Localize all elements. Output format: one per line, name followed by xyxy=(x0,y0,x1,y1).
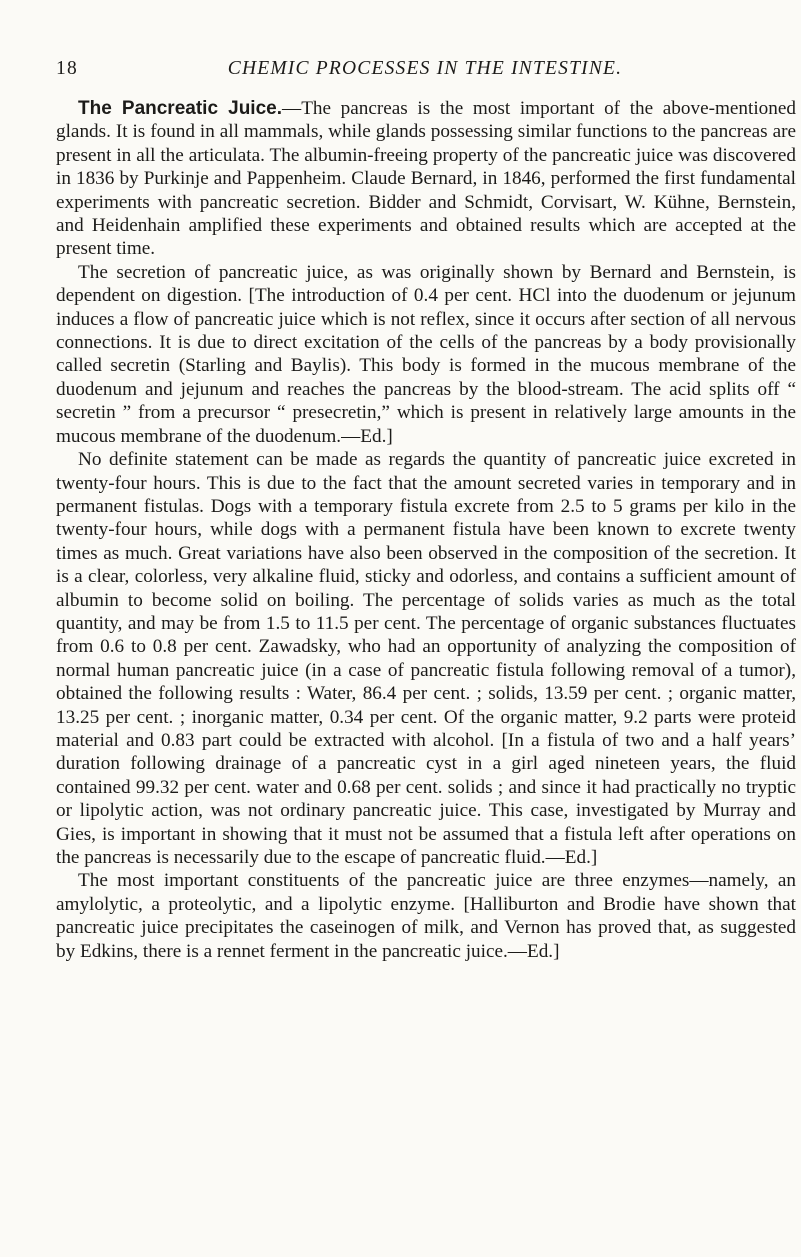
paragraph-3: No definite statement can be made as regards the quantity of pancreatic juice excreted in twenty-four hours. This is due to the fact that the amount secreted varies in temporary and in permanent fistulas. Dogs with a temporary fistula excrete from 2.5 to 5 grams per kilo in the twenty-four hours, while dogs with a permanent fistula have been known to excrete twenty times as much. Great variations have also been observed in the composition of the secretion. It is a clear, colorless, very alkaline fluid, sticky and odorless, and contains a sufficient amount of albumin to become solid on boiling. The percentage of solids varies as much as the total quantity, and may be from 1.5 to 11.5 per cent. The percentage of organic substances fluctuates from 0.6 to 0.8 per cent. Zawadsky, who had an opportunity of analyzing the composition of normal human pancreatic juice (in a case of pancreatic fistula following removal of a tumor), obtained the following results : Water, 86.4 per cent. ; solids, 13.59 per cent. ; organic matter, 13.25 per cent. ; inorganic matter, 0.34 per cent. Of the organic matter, 9.2 parts were proteid material and 0.83 part could be extracted with alcohol. [In a fistula of two and a half years’ duration following drainage of a pancreatic cyst in a girl aged nineteen years, the fluid contained 99.32 per cent. water and 0.68 per cent. solids ; and since it had practically no tryptic or lipolytic action, was not ordinary pancreatic juice. This case, investigated by Murray and Gies, is important in showing that it must not be assumed that a fistula left after operations on the pancreas is necessarily due to the escape of pancreatic fluid.—Ed.] xyxy=(56,449,796,868)
body-text xyxy=(56,97,796,963)
paragraph-2: The secretion of pancreatic juice, as was originally shown by Bernard and Bernstein, is dependent on digestion. [The introduction of 0.4 per cent. HCl into the duodenum or jejunum induces a flow of pancreatic juice which is not reflex, since it occurs after section of all nervous connections. It is due to direct excitation of the cells of the pancreas by a body provisionally called secretin (Starling and Baylis). This body is formed in the mucous membrane of the duodenum and jejunum and reaches the pancreas by the blood-stream. The acid splits off “ secretin ” from a precursor “ presecretin,” which is present in relatively large amounts in the mucous membrane of the duodenum.—Ed.] xyxy=(56,261,796,447)
running-title: CHEMIC PROCESSES IN THE INTESTINE. xyxy=(227,58,623,79)
paragraph-1-text: —The pancreas is the most important of the above-mentioned glands. It is found in all mammals, while glands possessing similar functions to the pancreas are present in all the articulata. The albumin-freeing property of the pancreatic juice was discovered in 1836 by Purkinje and Pappenheim. Claude Bernard, in 1846, performed the first fundamental experiments with pancreatic secretion. Bidder and Schmidt, Corvisart, W. Kühne, Bernstein, and Heidenhain amplified these experiments and obtained results which are accepted at the present time. xyxy=(56,98,796,260)
paragraph-4: The most important constituents of the pancreatic juice are three enzymes—namely, an amylolytic, a proteolytic, and a lipolytic enzyme. [Halliburton and Brodie have shown that pancreatic juice precipitates the caseinogen of milk, and Vernon has proved that, as suggested by Edkins, there is a rennet ferment in the pancreatic juice.—Ed.] xyxy=(56,870,796,962)
section-title: The Pancreatic Juice. xyxy=(78,98,282,119)
page-number: 18 xyxy=(56,58,78,79)
paragraph-1 xyxy=(56,97,796,261)
running-header xyxy=(56,58,796,82)
